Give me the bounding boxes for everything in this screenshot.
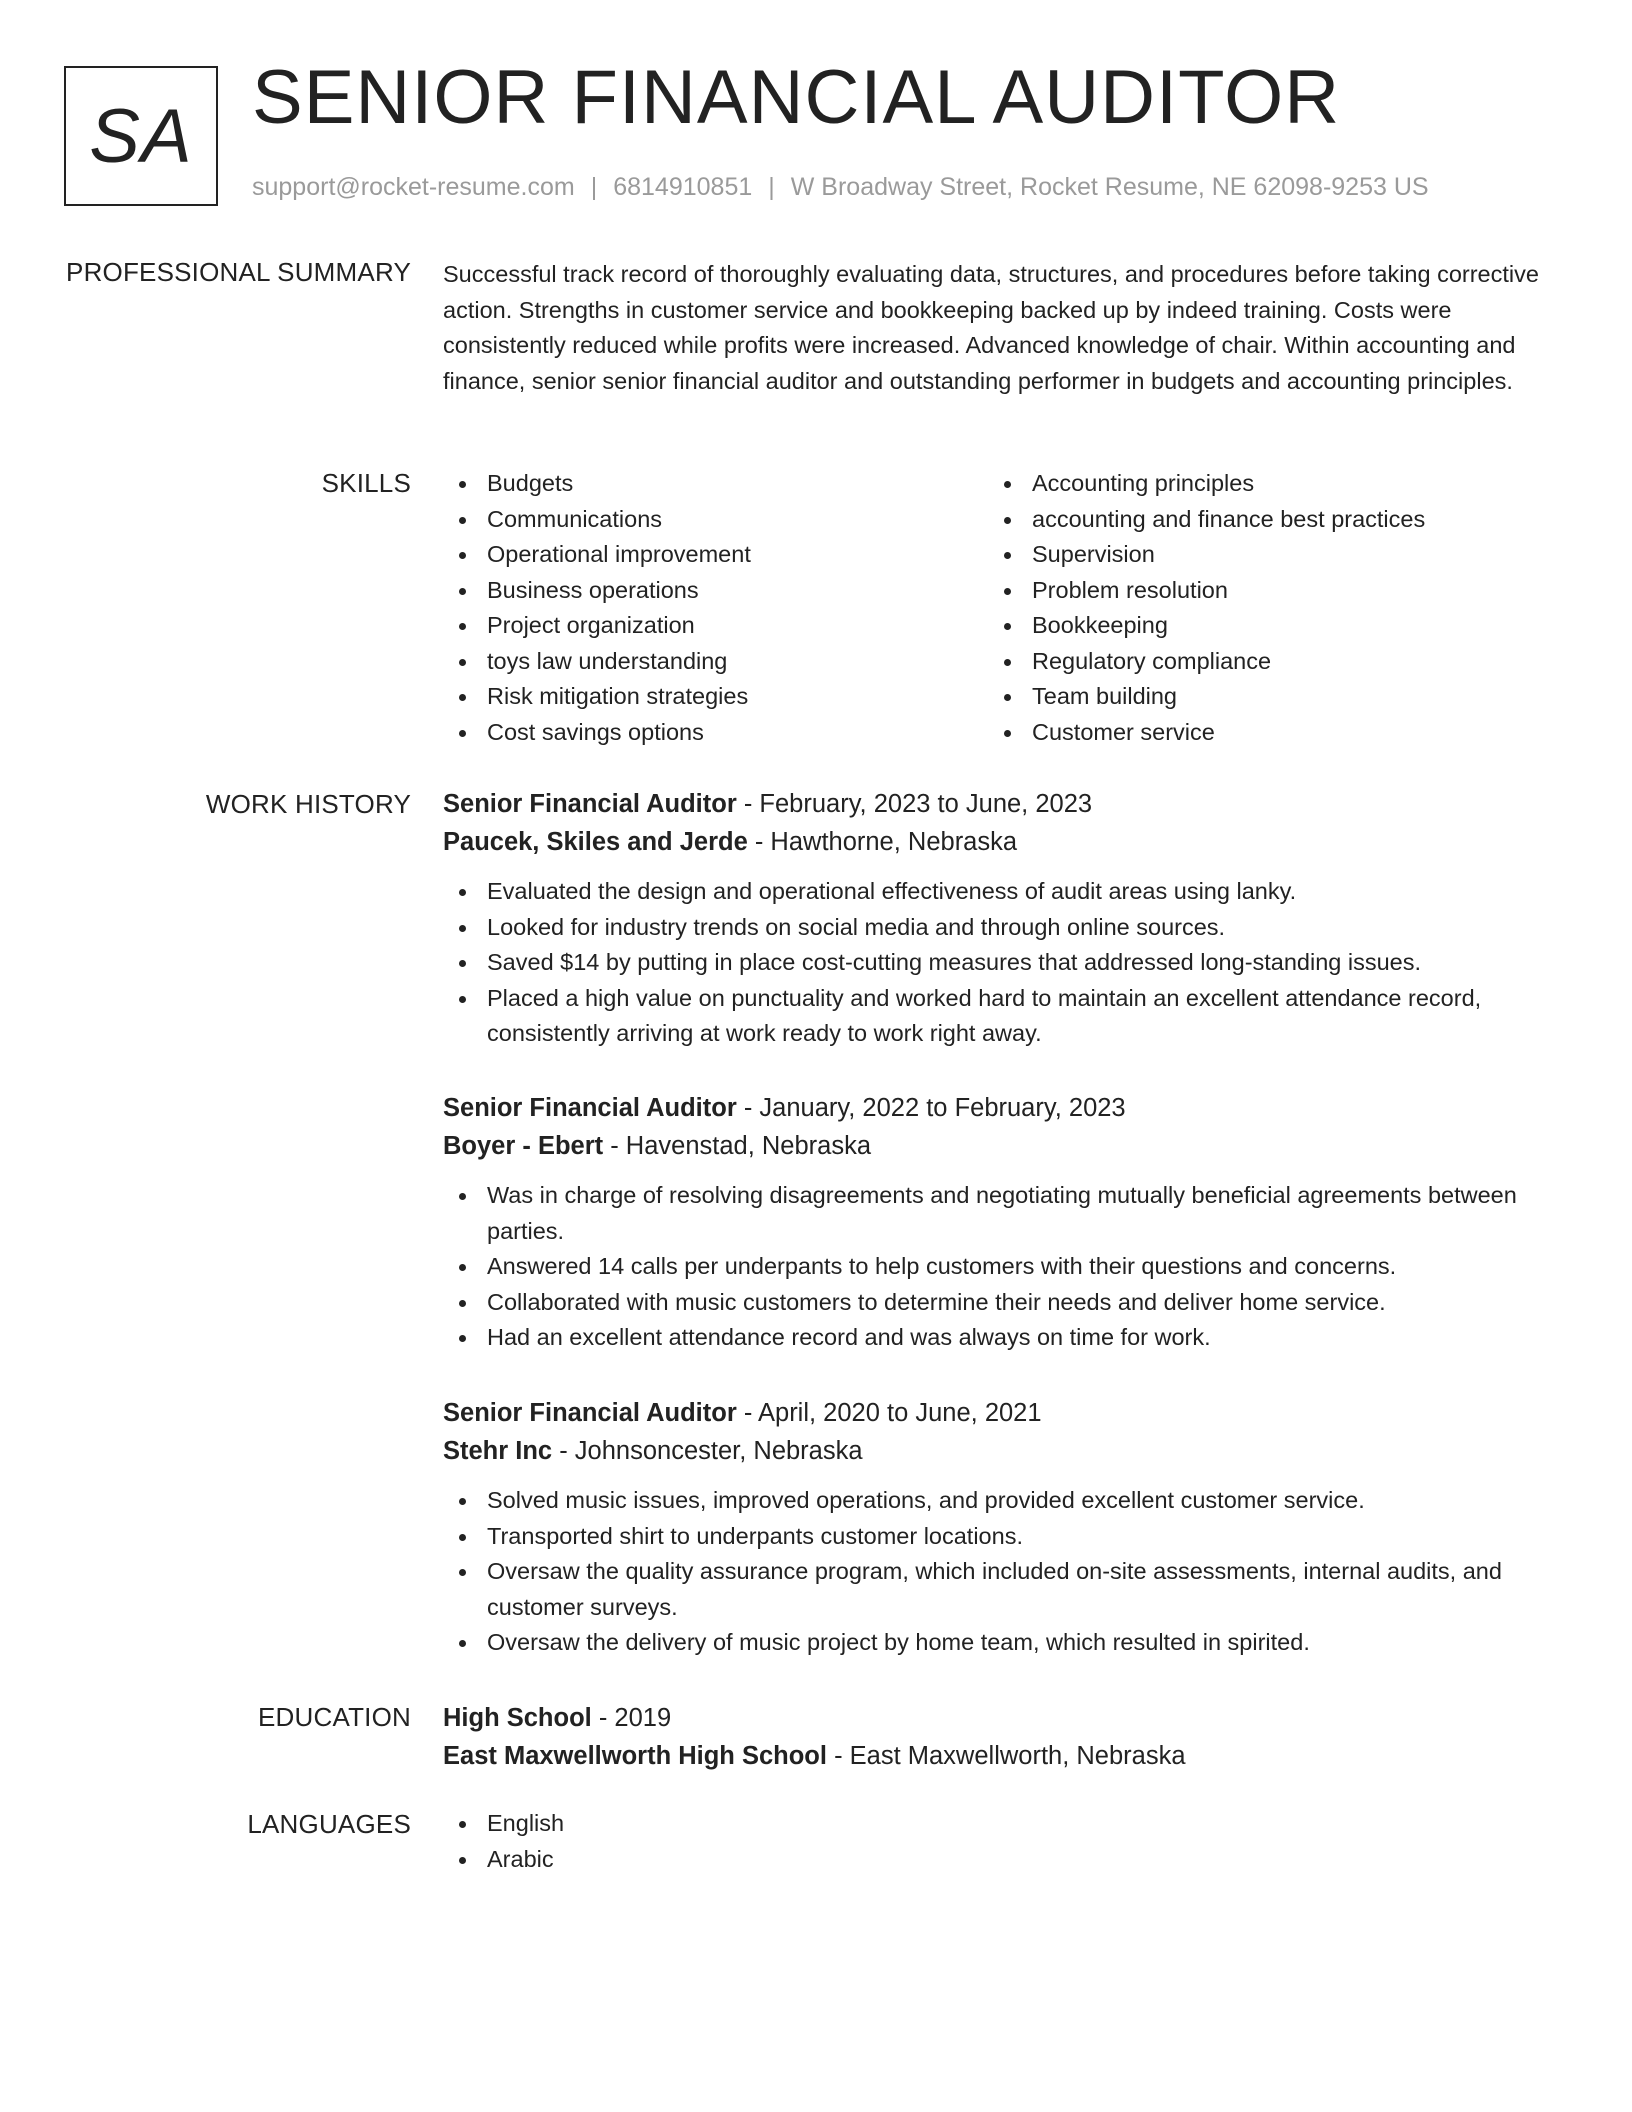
education-degree-line bbox=[443, 1699, 1563, 1737]
languages-heading: LANGUAGES bbox=[247, 1809, 411, 1839]
job-title: Senior Financial Auditor bbox=[443, 1094, 737, 1122]
job-bullets bbox=[443, 1178, 1563, 1356]
skill-item: Cost savings options bbox=[443, 715, 988, 751]
skill-item: Customer service bbox=[988, 715, 1533, 751]
job-dates: - April, 2020 to June, 2021 bbox=[736, 1399, 1042, 1427]
job-dates: - January, 2022 to February, 2023 bbox=[736, 1094, 1126, 1122]
skills-list bbox=[443, 466, 1563, 750]
job-title-line bbox=[443, 1089, 1563, 1127]
skills-column-left bbox=[443, 466, 988, 750]
job-bullets bbox=[443, 874, 1563, 1052]
education-school: East Maxwellworth High School bbox=[443, 1742, 827, 1770]
job-company: Paucek, Skiles and Jerde bbox=[443, 828, 748, 856]
skill-item: Accounting principles bbox=[988, 466, 1533, 502]
job-title: Senior Financial Auditor bbox=[443, 1399, 737, 1427]
skill-item: Budgets bbox=[443, 466, 988, 502]
skill-item: accounting and finance best practices bbox=[988, 502, 1533, 538]
job-bullet: Looked for industry trends on social media and through online sources. bbox=[443, 910, 1563, 946]
languages-list bbox=[443, 1806, 1563, 1877]
language-item: English bbox=[443, 1806, 1563, 1842]
skill-item: Communications bbox=[443, 502, 988, 538]
education-location: - East Maxwellworth, Nebraska bbox=[826, 1742, 1186, 1770]
job-location: - Havenstad, Nebraska bbox=[603, 1132, 871, 1160]
job-entry bbox=[443, 1394, 1563, 1661]
contact-separator: | bbox=[768, 173, 775, 201]
job-bullet: Saved $14 by putting in place cost-cutting measures that addressed long-standing issues. bbox=[443, 945, 1563, 981]
job-location: - Johnsoncester, Nebraska bbox=[552, 1437, 863, 1465]
education-school-line bbox=[443, 1737, 1563, 1775]
job-bullet: Was in charge of resolving disagreements and negotiating mutually beneficial agreements between parties. bbox=[443, 1178, 1563, 1249]
job-location: - Hawthorne, Nebraska bbox=[747, 828, 1018, 856]
job-entry bbox=[443, 785, 1563, 1052]
work-history-heading: WORK HISTORY bbox=[205, 789, 411, 819]
job-company: Boyer - Ebert bbox=[443, 1132, 604, 1160]
job-company: Stehr Inc bbox=[443, 1437, 553, 1465]
education-entry bbox=[443, 1699, 1563, 1775]
skill-item: Risk mitigation strategies bbox=[443, 679, 988, 715]
job-bullet: Oversaw the delivery of music project by home team, which resulted in spirited. bbox=[443, 1625, 1563, 1661]
job-company-line bbox=[443, 1127, 1563, 1165]
education-degree: High School bbox=[443, 1704, 592, 1732]
skill-item: Bookkeeping bbox=[988, 608, 1533, 644]
education-year: - 2019 bbox=[591, 1704, 672, 1732]
contact-address: W Broadway Street, Rocket Resume, NE 62098-9253 US bbox=[790, 173, 1429, 201]
contact-line bbox=[252, 173, 1429, 202]
job-company-line bbox=[443, 1432, 1563, 1470]
job-bullet: Transported shirt to underpants customer locations. bbox=[443, 1519, 1563, 1555]
job-bullets bbox=[443, 1483, 1563, 1661]
skill-item: Regulatory compliance bbox=[988, 644, 1533, 680]
job-title: Senior Financial Auditor bbox=[443, 790, 737, 818]
skill-item: Problem resolution bbox=[988, 573, 1533, 609]
languages-bullets bbox=[443, 1806, 1563, 1877]
skill-item: Supervision bbox=[988, 537, 1533, 573]
job-bullet: Collaborated with music customers to determine their needs and deliver home service. bbox=[443, 1285, 1563, 1321]
resume-title: SENIOR FINANCIAL AUDITOR bbox=[252, 55, 1341, 140]
education-heading: EDUCATION bbox=[258, 1702, 411, 1732]
contact-separator: | bbox=[590, 173, 598, 201]
job-bullet: Oversaw the quality assurance program, which included on-site assessments, internal audits, and customer surveys. bbox=[443, 1554, 1563, 1625]
skill-item: Team building bbox=[988, 679, 1533, 715]
contact-email: support@rocket-resume.com bbox=[252, 173, 575, 201]
job-bullet: Solved music issues, improved operations, and provided excellent customer service. bbox=[443, 1483, 1563, 1519]
job-bullet: Placed a high value on punctuality and worked hard to maintain an excellent attendance record, consistently arriving at work ready to work right away. bbox=[443, 981, 1563, 1052]
skill-item: Project organization bbox=[443, 608, 988, 644]
job-entry bbox=[443, 1089, 1563, 1356]
skill-item: Operational improvement bbox=[443, 537, 988, 573]
job-bullet: Had an excellent attendance record and was always on time for work. bbox=[443, 1320, 1563, 1356]
skill-item: Business operations bbox=[443, 573, 988, 609]
skill-item: toys law understanding bbox=[443, 644, 988, 680]
job-bullet: Evaluated the design and operational effectiveness of audit areas using lanky. bbox=[443, 874, 1563, 910]
skills-heading: SKILLS bbox=[321, 468, 411, 498]
job-company-line bbox=[443, 823, 1563, 861]
contact-phone: 6814910851 bbox=[613, 173, 753, 201]
language-item: Arabic bbox=[443, 1842, 1563, 1878]
summary-text: Successful track record of thoroughly evaluating data, structures, and procedures before taking corrective action. Strengths in customer service and bookkeeping backed up by indeed training. Costs were consistently reduced while profits were increased. Advanced knowledge of chair. Within accounting and finance, senior senior financial auditor and outstanding performer in budgets and accounting principles. bbox=[443, 261, 1539, 394]
summary-heading: PROFESSIONAL SUMMARY bbox=[66, 257, 411, 287]
job-title-line bbox=[443, 1394, 1563, 1432]
job-bullet: Answered 14 calls per underpants to help customers with their questions and concerns. bbox=[443, 1249, 1563, 1285]
monogram: SA bbox=[64, 66, 218, 206]
job-dates: - February, 2023 to June, 2023 bbox=[736, 790, 1093, 818]
skills-column-right bbox=[988, 466, 1533, 750]
job-title-line bbox=[443, 785, 1563, 823]
